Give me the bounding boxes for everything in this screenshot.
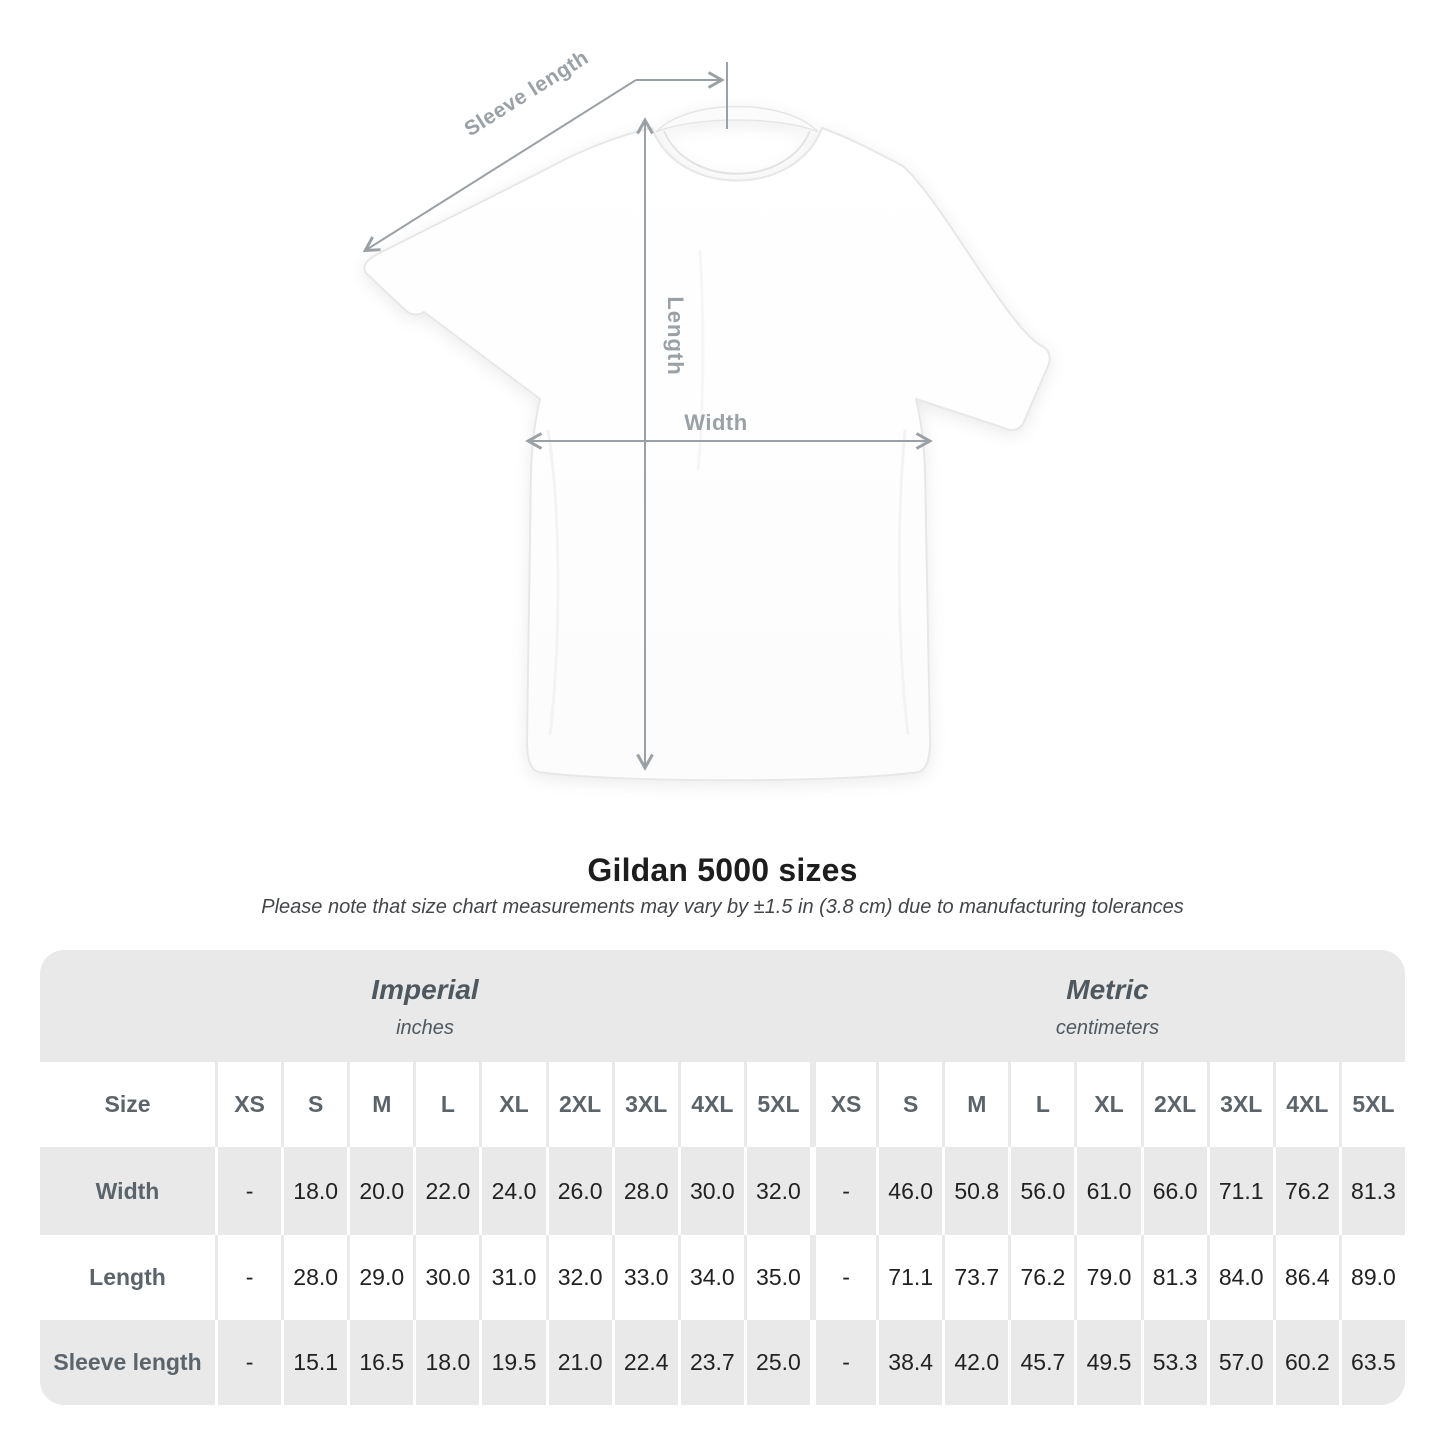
measurement-value-imperial: 15.1 <box>281 1320 347 1405</box>
measurement-value-metric: 53.3 <box>1141 1320 1207 1405</box>
measurement-value-metric: - <box>810 1235 876 1320</box>
measurement-value-metric: 84.0 <box>1207 1235 1273 1320</box>
size-corner-label: Size <box>104 1091 151 1117</box>
size-column-header-metric: L <box>1008 1062 1074 1147</box>
measurement-value-imperial: 33.0 <box>612 1235 678 1320</box>
measurement-value-metric: 46.0 <box>876 1147 942 1235</box>
tshirt-illustration <box>364 107 1050 781</box>
measurement-value-imperial: 24.0 <box>479 1147 545 1235</box>
width-label: Width <box>684 410 748 435</box>
measurement-value-metric: - <box>810 1147 876 1235</box>
row-label: Sleeve length <box>53 1349 202 1375</box>
measurement-value-imperial: 28.0 <box>612 1147 678 1235</box>
page-title: Gildan 5000 sizes <box>587 852 858 888</box>
measurement-value-metric: 66.0 <box>1141 1147 1207 1235</box>
measurement-value-imperial: 20.0 <box>347 1147 413 1235</box>
size-column-header-imperial: XS <box>215 1062 281 1147</box>
measurement-value-metric: 57.0 <box>1207 1320 1273 1405</box>
row-label: Width <box>95 1177 160 1204</box>
measurement-value-imperial: 18.0 <box>413 1320 479 1405</box>
measurement-value-metric: 89.0 <box>1339 1235 1405 1320</box>
measurement-value-metric: 73.7 <box>942 1235 1008 1320</box>
measurement-value-imperial: 32.0 <box>546 1235 612 1320</box>
measurement-value-imperial: 31.0 <box>479 1235 545 1320</box>
measurement-value-metric: 49.5 <box>1074 1320 1140 1405</box>
measurement-value-metric: 71.1 <box>1207 1147 1273 1235</box>
measurement-value-imperial: 16.5 <box>347 1320 413 1405</box>
size-column-header-imperial: XL <box>479 1062 545 1147</box>
size-column-header-metric: 3XL <box>1207 1062 1273 1147</box>
measurement-value-metric: 81.3 <box>1141 1235 1207 1320</box>
size-column-header-imperial: 2XL <box>546 1062 612 1147</box>
units-header-band <box>40 950 1405 1062</box>
table-row-width <box>40 1147 1405 1235</box>
measurement-value-imperial: 19.5 <box>479 1320 545 1405</box>
measurement-value-imperial: - <box>215 1147 281 1235</box>
tshirt-shape <box>364 128 1050 780</box>
tshirt-back-collar <box>656 107 818 133</box>
size-column-header-imperial: L <box>413 1062 479 1147</box>
measurement-value-imperial: - <box>215 1320 281 1405</box>
measurement-value-imperial: 30.0 <box>413 1235 479 1320</box>
measurement-value-metric: 76.2 <box>1273 1147 1339 1235</box>
measurement-value-metric: 56.0 <box>1008 1147 1074 1235</box>
metric-title: Metric <box>1066 974 1149 1005</box>
measurement-value-metric: 81.3 <box>1339 1147 1405 1235</box>
measurement-value-imperial: 22.4 <box>612 1320 678 1405</box>
page-subtitle: Please note that size chart measurements may vary by ±1.5 in (3.8 cm) due to manufacturing tolerances <box>261 896 1184 918</box>
metric-unit: centimeters <box>1055 1017 1160 1039</box>
measurement-value-imperial: 18.0 <box>281 1147 347 1235</box>
size-column-header-metric: 5XL <box>1339 1062 1405 1147</box>
measurement-value-imperial: 21.0 <box>546 1320 612 1405</box>
row-label: Length <box>89 1264 166 1290</box>
sleeve-length-label: Sleeve length <box>460 45 593 142</box>
measurement-value-metric: 76.2 <box>1008 1235 1074 1320</box>
size-column-header-imperial: M <box>347 1062 413 1147</box>
measurement-value-metric: 50.8 <box>942 1147 1008 1235</box>
imperial-header <box>40 950 810 1062</box>
size-column-header-metric: XL <box>1074 1062 1140 1147</box>
size-table <box>40 950 1405 1405</box>
measurement-value-imperial: 32.0 <box>744 1147 810 1235</box>
measurement-value-metric: 79.0 <box>1074 1235 1140 1320</box>
size-column-header-imperial: 3XL <box>612 1062 678 1147</box>
measurement-value-imperial: 30.0 <box>678 1147 744 1235</box>
measurement-value-imperial: 34.0 <box>678 1235 744 1320</box>
imperial-title: Imperial <box>371 974 479 1005</box>
measurement-value-metric: 61.0 <box>1074 1147 1140 1235</box>
measurement-value-imperial: 29.0 <box>347 1235 413 1320</box>
size-column-header-metric: M <box>942 1062 1008 1147</box>
measurement-value-metric: 63.5 <box>1339 1320 1405 1405</box>
measurement-value-metric: 86.4 <box>1273 1235 1339 1320</box>
imperial-unit: inches <box>396 1017 454 1039</box>
size-column-header-imperial: S <box>281 1062 347 1147</box>
measurement-value-imperial: 22.0 <box>413 1147 479 1235</box>
size-column-header-imperial: 4XL <box>678 1062 744 1147</box>
measurement-value-imperial: 35.0 <box>744 1235 810 1320</box>
size-column-header-imperial: 5XL <box>744 1062 810 1147</box>
measurement-value-imperial: 28.0 <box>281 1235 347 1320</box>
size-column-header-metric: S <box>876 1062 942 1147</box>
measurement-value-imperial: 23.7 <box>678 1320 744 1405</box>
measurement-value-metric: 38.4 <box>876 1320 942 1405</box>
measurement-value-metric: 45.7 <box>1008 1320 1074 1405</box>
length-label: Length <box>663 296 688 376</box>
size-header-row <box>40 1062 1405 1147</box>
measurement-value-metric: - <box>810 1320 876 1405</box>
measurement-value-metric: 42.0 <box>942 1320 1008 1405</box>
table-row-length <box>40 1235 1405 1320</box>
table-row-sleeve-length <box>40 1320 1405 1405</box>
size-column-header-metric: 2XL <box>1141 1062 1207 1147</box>
measurement-value-imperial: 25.0 <box>744 1320 810 1405</box>
size-column-header-metric: XS <box>810 1062 876 1147</box>
metric-header <box>810 950 1405 1062</box>
size-column-header-metric: 4XL <box>1273 1062 1339 1147</box>
measurement-value-imperial: 26.0 <box>546 1147 612 1235</box>
measurement-value-metric: 71.1 <box>876 1235 942 1320</box>
measurement-value-metric: 60.2 <box>1273 1320 1339 1405</box>
measurement-value-imperial: - <box>215 1235 281 1320</box>
